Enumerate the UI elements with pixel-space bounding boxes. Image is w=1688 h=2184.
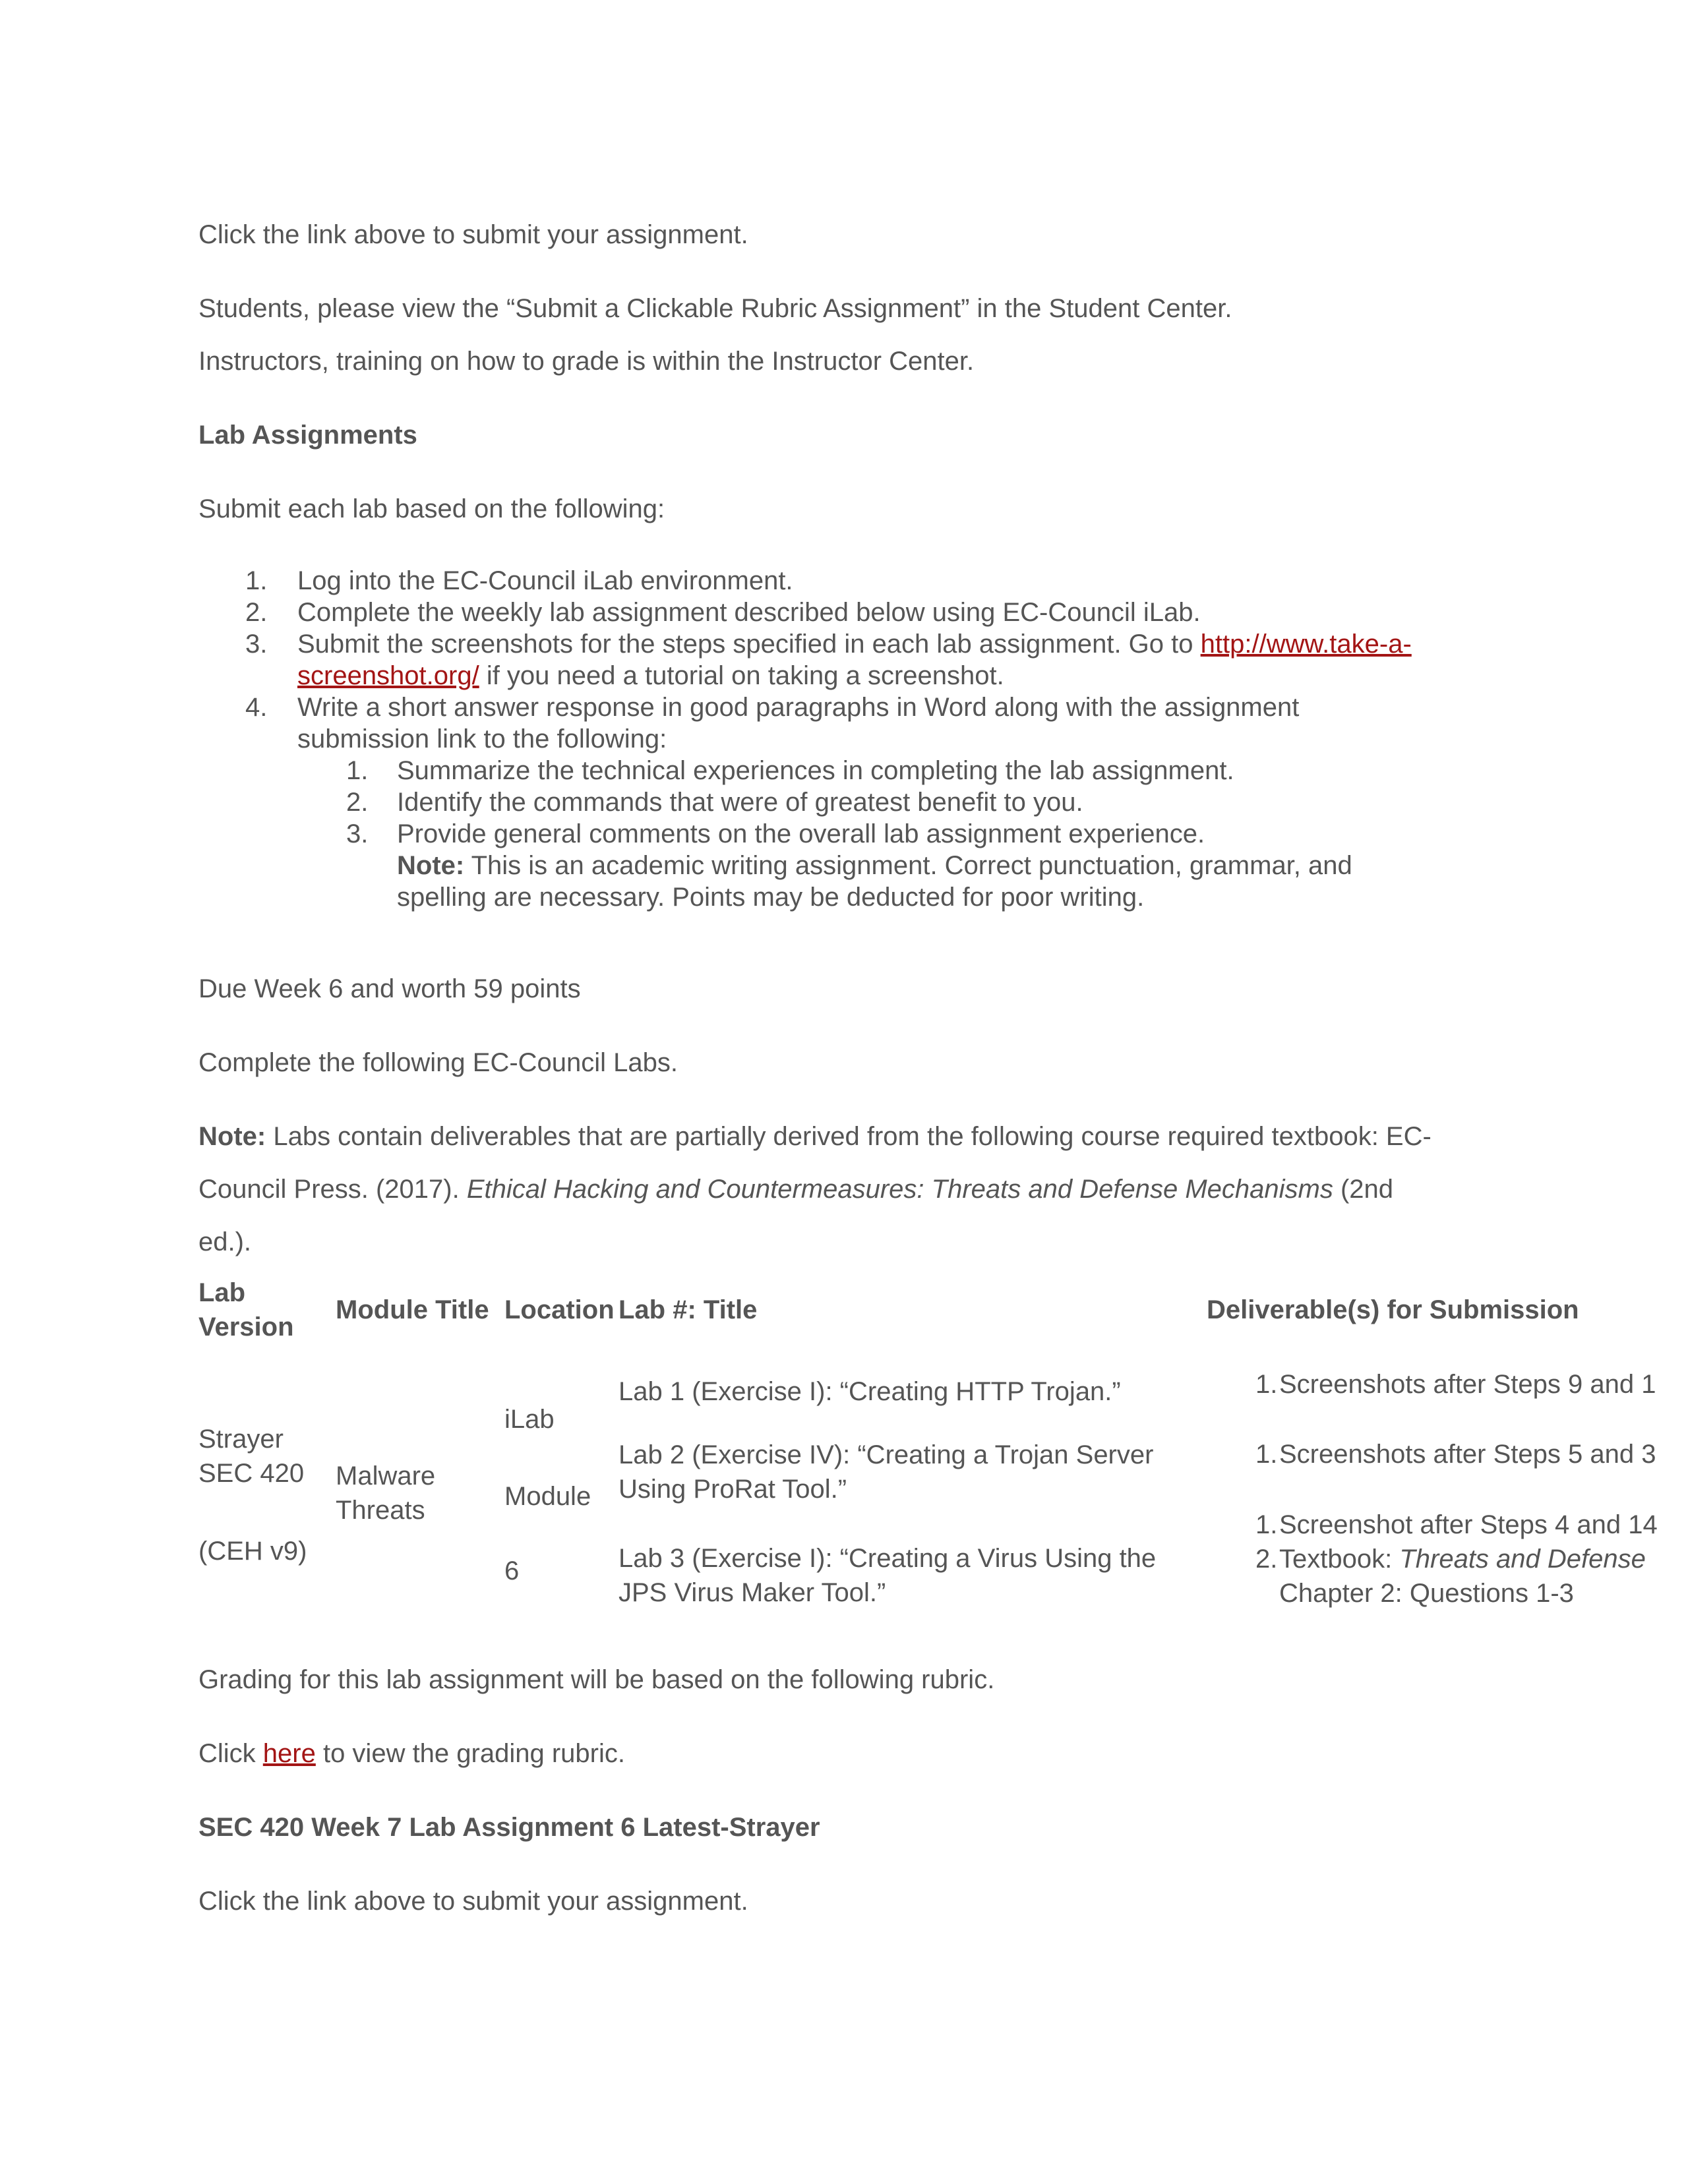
- deliverable-number: 1.: [1255, 1370, 1278, 1399]
- deliverable-text: Textbook:: [1279, 1545, 1400, 1574]
- deliverable-number: 1.: [1255, 1440, 1278, 1469]
- cell-deliverable: [1207, 1367, 1688, 1402]
- step-number: 4.: [245, 693, 268, 722]
- rubric-text: to view the grading rubric.: [315, 1739, 625, 1768]
- cell-deliverable: [1207, 1437, 1688, 1471]
- step-text-continued: submission link to the following:: [297, 724, 667, 753]
- header-text: Version: [198, 1313, 294, 1342]
- note-text: This is an academic writing assignment. Correct punctuation, grammar, and: [464, 851, 1352, 880]
- header-text: Lab: [198, 1278, 246, 1307]
- deliverable-number: 2.: [1255, 1545, 1278, 1574]
- textbook-note-continued: [198, 1173, 1393, 1205]
- cell-deliverable: [1207, 1542, 1688, 1576]
- instructors-note: Instructors, training on how to grade is within the Instructor Center.: [198, 347, 975, 376]
- step-text: Write a short answer response in good paragraphs in Word along with the assignment: [297, 693, 1300, 722]
- cell-lab-version: Strayer: [198, 1425, 284, 1454]
- cell-lab-title-continued: JPS Virus Maker Tool.”: [618, 1578, 886, 1607]
- grading-note: Grading for this lab assignment will be based on the following rubric.: [198, 1665, 995, 1694]
- substep-number: 1.: [346, 756, 369, 785]
- cell-module-title: Threats: [336, 1496, 425, 1525]
- due-note: Due Week 6 and worth 59 points: [198, 974, 581, 1003]
- header-lab-version: [198, 1276, 294, 1344]
- step-text-continued: [297, 659, 1004, 693]
- writing-note: [397, 848, 1352, 883]
- step-text-part: Submit the screenshots for the steps specified in each lab assignment. Go to: [297, 630, 1201, 659]
- header-location: Location: [504, 1295, 615, 1324]
- step-text-part: if you need a tutorial on taking a screenshot.: [479, 661, 1004, 690]
- textbook-note-end: ed.).: [198, 1227, 252, 1256]
- note-label: Note:: [198, 1122, 266, 1151]
- lab-assignments-lead: Submit each lab based on the following:: [198, 494, 665, 523]
- cell-deliverable-continued: [1207, 1576, 1688, 1610]
- deliverable-text: Screenshots after Steps 9 and 1: [1279, 1370, 1656, 1399]
- note-label: Note:: [397, 851, 465, 880]
- citation-part: (2nd: [1333, 1175, 1393, 1204]
- screenshot-tutorial-link-continued[interactable]: screenshot.org/: [297, 661, 479, 690]
- substep-text: Summarize the technical experiences in completing the lab assignment.: [397, 756, 1234, 785]
- rubric-text: Click: [198, 1739, 263, 1768]
- cell-deliverable: [1207, 1508, 1688, 1542]
- writing-note-continued: spelling are necessary. Points may be deducted for poor writing.: [397, 883, 1145, 912]
- deliverable-text: Chapter 2: Questions 1-3: [1279, 1579, 1574, 1608]
- submit-note: Click the link above to submit your assignment.: [198, 220, 748, 249]
- substep-number: 2.: [346, 788, 369, 817]
- cell-lab-title-continued: Using ProRat Tool.”: [618, 1475, 847, 1504]
- cell-location: iLab: [504, 1405, 555, 1434]
- rubric-note: [198, 1738, 625, 1769]
- step-text: [297, 627, 1412, 661]
- outro-note: Click the link above to submit your assignment.: [198, 1887, 748, 1916]
- textbook-note: [198, 1121, 1432, 1152]
- substep-text: Identify the commands that were of greatest benefit to you.: [397, 788, 1083, 817]
- step-number: 3.: [245, 630, 268, 659]
- step-text: Log into the EC-Council iLab environment.: [297, 566, 793, 595]
- rubric-link[interactable]: here: [262, 1739, 316, 1768]
- cell-lab-version: (CEH v9): [198, 1537, 307, 1566]
- deliverable-text: Screenshots after Steps 5 and 3: [1279, 1440, 1656, 1469]
- cell-location: Module: [504, 1482, 591, 1511]
- textbook-title: Ethical Hacking and Countermeasures: Threats and Defense Mechanisms: [466, 1175, 1333, 1204]
- deliverable-text: Screenshot after Steps 4 and 14: [1279, 1510, 1658, 1539]
- cell-module-title: Malware: [336, 1461, 436, 1490]
- lab-assignments-heading: Lab Assignments: [198, 421, 417, 450]
- cell-lab-title: Lab 1 (Exercise I): “Creating HTTP Trojan.”: [618, 1377, 1121, 1406]
- step-number: 1.: [245, 566, 268, 595]
- students-note: Students, please view the “Submit a Clickable Rubric Assignment” in the Student Center.: [198, 294, 1232, 323]
- substep-number: 3.: [346, 819, 369, 848]
- deliverable-textbook-title: Threats and Defense: [1399, 1545, 1646, 1574]
- citation-part: Council Press. (2017).: [198, 1175, 467, 1204]
- cell-lab-title: Lab 2 (Exercise IV): “Creating a Trojan Server: [618, 1440, 1154, 1469]
- next-assignment-title: SEC 420 Week 7 Lab Assignment 6 Latest-Strayer: [198, 1813, 820, 1842]
- screenshot-tutorial-link[interactable]: http://www.take-a-: [1200, 630, 1412, 659]
- step-number: 2.: [245, 598, 268, 627]
- cell-lab-version: SEC 420: [198, 1459, 305, 1488]
- step-text: Complete the weekly lab assignment described below using EC-Council iLab.: [297, 598, 1201, 627]
- cell-lab-title: Lab 3 (Exercise I): “Creating a Virus Using the: [618, 1544, 1157, 1573]
- deliverable-number: 1.: [1255, 1510, 1278, 1539]
- cell-location: 6: [504, 1556, 520, 1585]
- note-text: Labs contain deliverables that are partially derived from the following course required textbook: EC-: [266, 1122, 1432, 1151]
- header-deliverables: Deliverable(s) for Submission: [1207, 1295, 1579, 1324]
- header-lab-title: Lab #: Title: [618, 1295, 758, 1324]
- substep-text: Provide general comments on the overall lab assignment experience.: [397, 819, 1205, 848]
- complete-note: Complete the following EC-Council Labs.: [198, 1048, 678, 1077]
- header-module-title: Module Title: [336, 1295, 489, 1324]
